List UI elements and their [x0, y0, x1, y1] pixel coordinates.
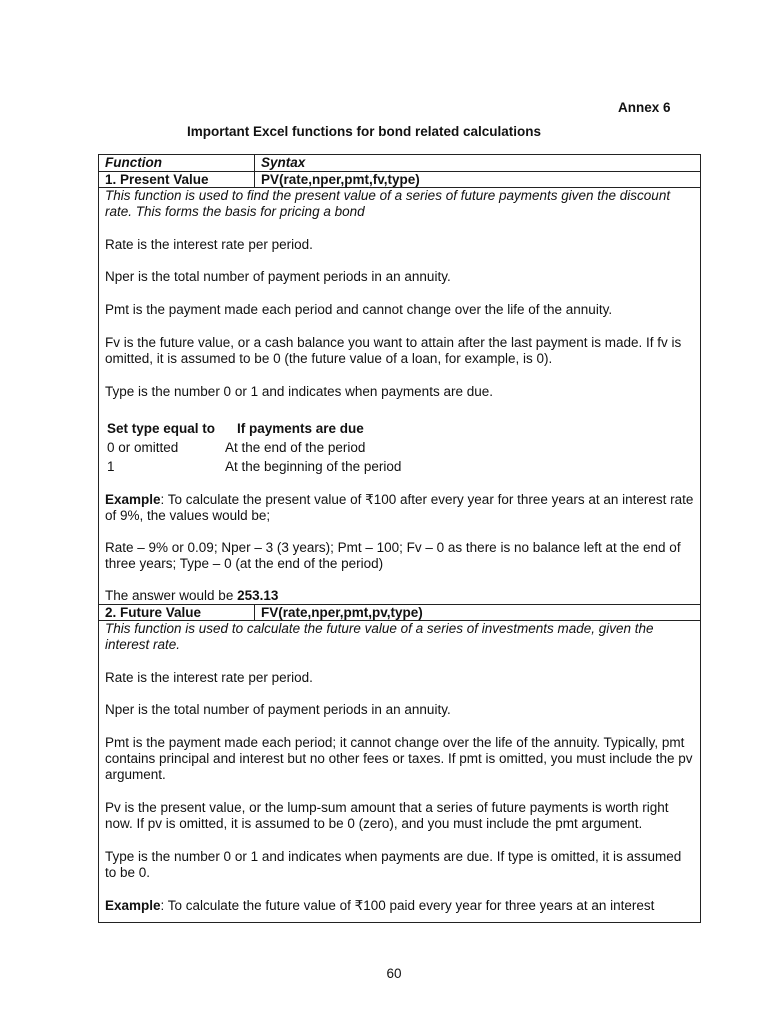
type-table-header — [105, 419, 694, 438]
pv-values: Rate – 9% or 0.09; Nper – 3 (3 years); Pmt – 100; Fv – 0 as there is no balance left at the end of three years; Type – 0 (at the end of the period) — [105, 540, 681, 571]
pv-example — [105, 492, 694, 524]
pv-row — [99, 172, 700, 188]
pv-pmt: Pmt is the payment made each period and cannot change over the life of the annuity. — [105, 302, 613, 317]
type-col2: If payments are due — [237, 421, 364, 436]
header-function: Function — [99, 155, 255, 171]
type-value: 0 or omitted — [107, 440, 179, 455]
type-value: 1 — [107, 459, 115, 474]
pv-answer-value: 253.13 — [237, 588, 279, 603]
document-title: Important Excel functions for bond related calculations — [186, 124, 542, 139]
type-col1: Set type equal to — [107, 421, 216, 436]
fv-row — [99, 604, 700, 621]
fv-example-text: : To calculate the future value of ₹100 paid every year for three years at an interest — [160, 898, 655, 913]
fv-example-label: Example — [105, 898, 161, 913]
pv-example-label: Example — [105, 492, 161, 507]
fv-body — [99, 621, 700, 914]
functions-table — [98, 154, 701, 923]
fv-rate: Rate is the interest rate per period. — [105, 670, 313, 685]
fv-description: This function is used to calculate the future value of a series of investments made, given the interest rate. — [105, 621, 654, 652]
header-syntax: Syntax — [261, 155, 306, 170]
type-table — [105, 419, 694, 476]
fv-pv: Pv is the present value, or the lump-sum amount that a series of future payments is worth right now. If pv is omitted, it is assumed to be 0 (zero), and you must include the pmt argument. — [105, 800, 669, 831]
fv-syntax: FV(rate,nper,pmt,pv,type) — [261, 605, 423, 620]
annex-label: Annex 6 — [618, 100, 671, 115]
pv-nper: Nper is the total number of payment periods in an annuity. — [105, 269, 451, 284]
type-row — [105, 457, 694, 476]
fv-pmt: Pmt is the payment made each period; it cannot change over the life of the annuity. Typically, pmt contains principal and interest but no other fees or taxes. If pmt is omitted, you must include the pv argument. — [105, 735, 693, 782]
pv-name: 1. Present Value — [99, 172, 255, 187]
pv-answer-prefix: The answer would be — [105, 588, 238, 603]
type-meaning: At the end of the period — [225, 440, 366, 455]
pv-example-text: : To calculate the present value of ₹100 after every year for three years at an interest rate of 9%, the values would be; — [105, 492, 694, 523]
fv-type: Type is the number 0 or 1 and indicates when payments are due. If type is omitted, it is assumed to be 0. — [105, 849, 682, 880]
page-number: 60 — [386, 966, 402, 981]
pv-type: Type is the number 0 or 1 and indicates when payments are due. — [105, 384, 493, 399]
fv-example — [105, 898, 694, 914]
fv-nper: Nper is the total number of payment periods in an annuity. — [105, 702, 451, 717]
fv-name: 2. Future Value — [99, 605, 255, 620]
type-row — [105, 438, 694, 457]
pv-body — [99, 188, 700, 604]
table-header — [99, 155, 700, 172]
pv-fv: Fv is the future value, or a cash balance you want to attain after the last payment is made. If fv is omitted, it is assumed to be 0 (the future value of a loan, for example, is 0). — [105, 335, 682, 366]
pv-rate: Rate is the interest rate per period. — [105, 237, 313, 252]
pv-description: This function is used to find the present value of a series of future payments given the discount rate. This forms the basis for pricing a bond — [105, 188, 671, 219]
pv-answer — [105, 588, 694, 604]
pv-syntax: PV(rate,nper,pmt,fv,type) — [261, 172, 420, 187]
type-meaning: At the beginning of the period — [225, 459, 402, 474]
